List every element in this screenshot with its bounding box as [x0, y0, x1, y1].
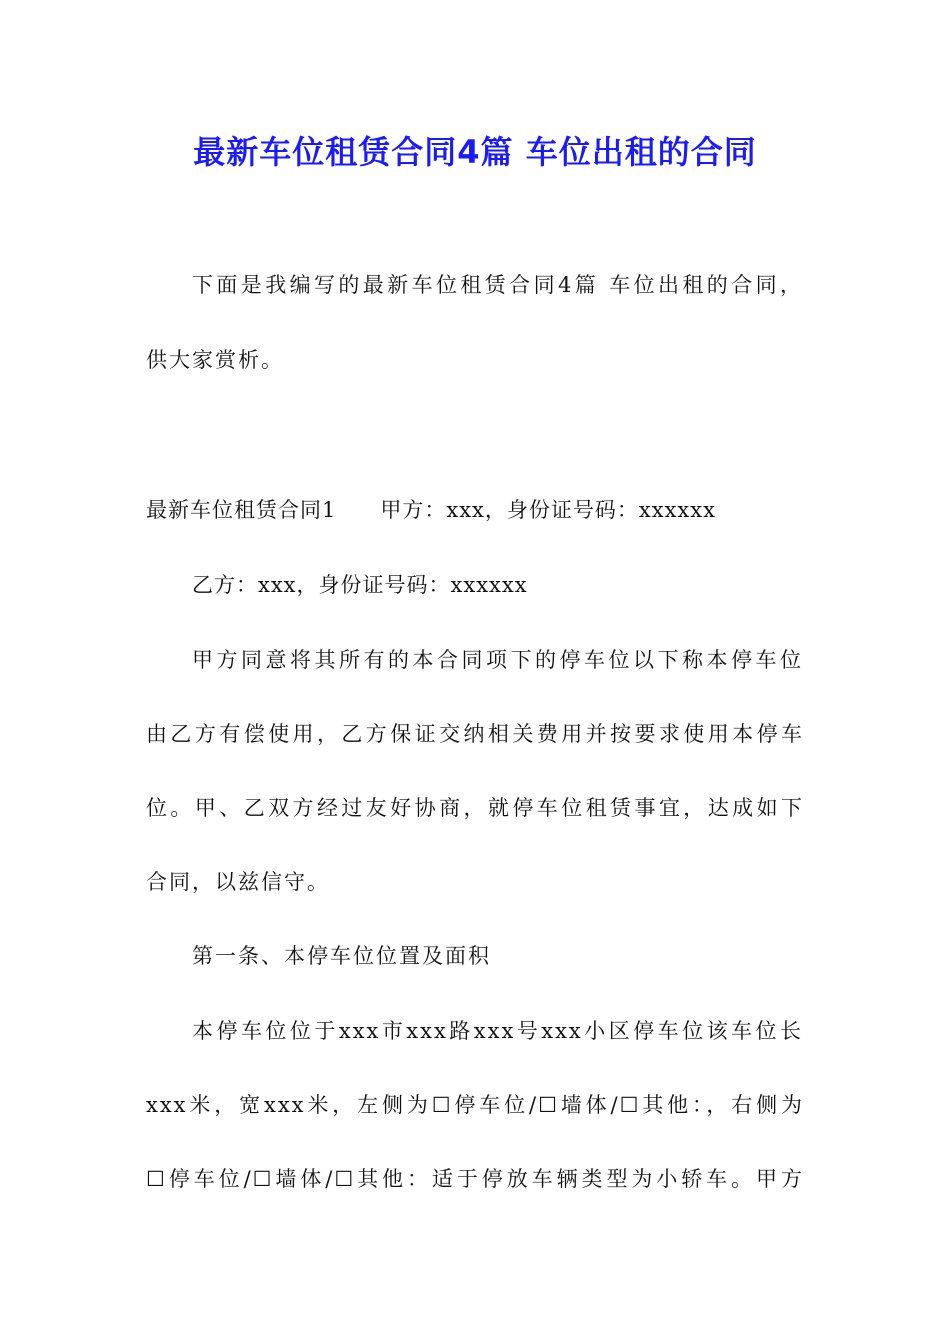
section-heading: 第一条、本停车位位置及面积 [192, 944, 491, 968]
paragraph-line: 供大家赏析。 [146, 348, 284, 372]
paragraph-line: 由乙方有偿使用，乙方保证交纳相关费用并按要求使用本停车 [146, 722, 804, 746]
paragraph-line: 甲方同意将其所有的本合同项下的停车位以下称本停车位 [192, 648, 803, 672]
paragraph-line: xxx米，宽xxx米，左侧为☐停车位/☐墙体/☐其他：，右侧为 [146, 1093, 804, 1117]
paragraph-line: ☐停车位/☐墙体/☐其他：适于停放车辆类型为小轿车。甲方 [146, 1167, 804, 1191]
paragraph-line: 位。甲、乙双方经过友好协商，就停车位租赁事宜，达成如下 [146, 796, 804, 820]
paragraph-line: 本停车位位于xxx市xxx路xxx号xxx小区停车位该车位长 [192, 1019, 803, 1043]
document-title: 最新车位租赁合同4篇 车位出租的合同 [193, 133, 757, 171]
paragraph-line: 乙方：xxx，身份证号码：xxxxxx [192, 573, 528, 597]
paragraph-line: 下面是我编写的最新车位租赁合同4篇 车位出租的合同， [192, 273, 803, 297]
paragraph-line: 最新车位租赁合同1 甲方：xxx，身份证号码：xxxxxx [146, 498, 716, 522]
paragraph-line: 合同，以兹信守。 [146, 870, 330, 894]
